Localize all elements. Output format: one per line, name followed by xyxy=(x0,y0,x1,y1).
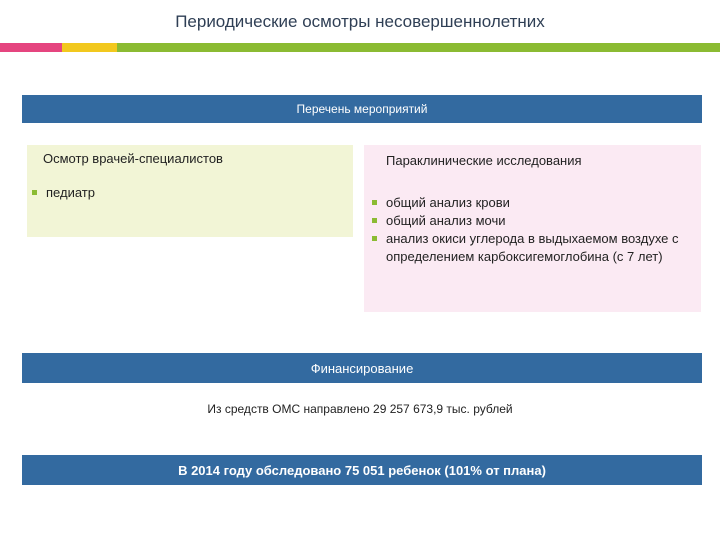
age-note: (с 7 лет) xyxy=(608,249,663,264)
paraclinical-list xyxy=(372,194,692,266)
financing-bar xyxy=(22,353,702,383)
examined-bar xyxy=(22,455,702,485)
events-list-bar xyxy=(22,95,702,123)
bullet-square-icon xyxy=(372,200,377,205)
paraclinical-heading: Параклинические исследования xyxy=(386,153,582,168)
specialists-heading: Осмотр врачей-специалистов xyxy=(43,151,223,166)
bullet-square-icon xyxy=(372,236,377,241)
financing-amount-text: Из средств ОМС направлено 29 257 673,9 тыс. рублей xyxy=(207,402,513,416)
events-list-label: Перечень мероприятий xyxy=(296,102,428,116)
list-item xyxy=(32,184,95,202)
bullet-square-icon xyxy=(32,190,37,195)
list-item-text: анализ окиси углерода в выдыхаемом воздухе с определением карбоксигемоглобина xyxy=(386,231,679,264)
specialists-panel xyxy=(27,145,353,237)
specialists-list xyxy=(32,184,95,202)
header-stripe-pink xyxy=(0,43,62,52)
financing-label: Финансирование xyxy=(310,360,414,376)
list-item-text: общий анализ мочи xyxy=(386,213,506,228)
list-item-text: общий анализ крови xyxy=(386,195,510,210)
list-item xyxy=(372,194,692,212)
paraclinical-panel xyxy=(364,145,701,312)
bullet-square-icon xyxy=(372,218,377,223)
examined-label: В 2014 году обследовано 75 051 ребенок (101% от плана) xyxy=(178,462,546,478)
header-stripe-yellow xyxy=(62,43,117,52)
header-stripe-green xyxy=(117,43,720,52)
page-title: Периодические осмотры несовершеннолетних xyxy=(175,12,545,31)
list-item xyxy=(372,212,692,230)
list-item xyxy=(372,230,692,266)
list-item-text: педиатр xyxy=(46,185,95,200)
